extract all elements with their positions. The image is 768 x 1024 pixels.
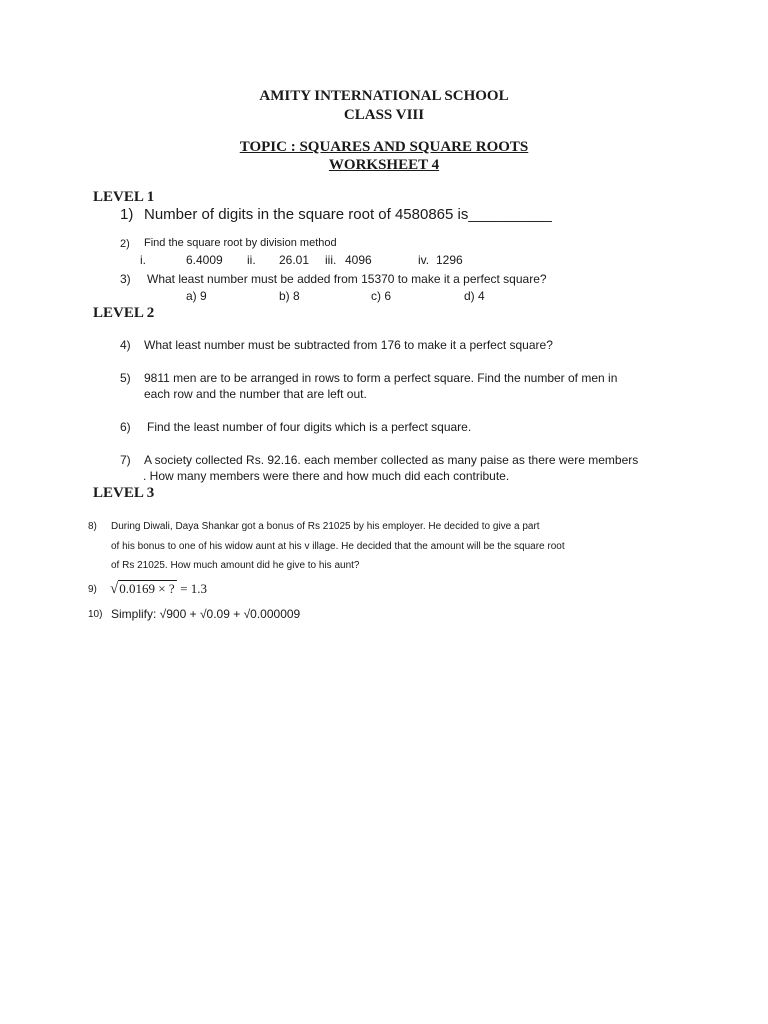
q2-option-1-value: 6.4009	[186, 253, 223, 267]
question-9-expression	[110, 580, 207, 597]
q2-option-4-value: 1296	[436, 253, 463, 267]
question-2-number: 2)	[120, 238, 130, 250]
question-4-number: 4)	[120, 338, 131, 352]
level-1-heading: LEVEL 1	[93, 189, 155, 205]
question-3-text: What least number must be added from 15370 to make it a perfect square?	[147, 272, 547, 286]
question-7-line-1: A society collected Rs. 92.16. each member collected as many paise as there were members	[144, 453, 639, 467]
square-root-symbol	[110, 580, 177, 597]
question-4-text: What least number must be subtracted from 176 to make it a perfect square?	[144, 338, 553, 352]
question-9-rhs: = 1.3	[180, 581, 208, 596]
question-5-number: 5)	[120, 371, 131, 385]
question-5-line-1: 9811 men are to be arranged in rows to form a perfect square. Find the number of men in	[144, 371, 618, 385]
question-1-text: Number of digits in the square root of 4580865 is__________	[144, 206, 552, 223]
question-2-text: Find the square root by division method	[144, 237, 337, 249]
q3-option-d: d) 4	[464, 289, 485, 303]
level-2-heading: LEVEL 2	[93, 305, 155, 321]
q3-option-c: c) 6	[371, 289, 392, 303]
q2-option-3-value: 4096	[345, 253, 372, 267]
question-8-number: 8)	[88, 521, 97, 532]
q2-option-4-label: iv.	[418, 253, 430, 267]
q2-option-2-value: 26.01	[279, 253, 310, 267]
question-5-line-2: each row and the number that are left out.	[144, 387, 367, 401]
question-8-line-3: of Rs 21025. How much amount did he give to his aunt?	[111, 560, 360, 571]
question-6-text: Find the least number of four digits which is a perfect square.	[147, 420, 472, 434]
q3-option-a: a) 9	[186, 289, 207, 303]
q2-option-1-label: i.	[140, 253, 146, 267]
question-7-line-2: . How many members were there and how much did each contribute.	[143, 469, 510, 483]
question-10-text: Simplify: √900 + √0.09 + √0.000009	[111, 607, 301, 621]
q3-option-b: b) 8	[279, 289, 300, 303]
question-6-number: 6)	[120, 420, 131, 434]
radical-sign-icon: √	[110, 581, 119, 597]
question-9-radicand: 0.0169 × ?	[119, 581, 175, 596]
worksheet-title: WORKSHEET 4	[328, 157, 440, 173]
q2-option-2-label: ii.	[247, 253, 256, 267]
question-3-number: 3)	[120, 272, 131, 286]
question-8-line-2: of his bonus to one of his widow aunt at his v illage. He decided that the amount will be the square root	[111, 541, 565, 552]
question-10-number: 10)	[88, 609, 103, 620]
question-1-number: 1)	[120, 206, 134, 223]
q2-option-3-label: iii.	[325, 253, 337, 267]
class-title: CLASS VIII	[343, 107, 425, 123]
question-7-number: 7)	[120, 453, 131, 467]
school-name: AMITY INTERNATIONAL SCHOOL	[259, 88, 509, 104]
level-3-heading: LEVEL 3	[93, 485, 155, 501]
topic-title: TOPIC : SQUARES AND SQUARE ROOTS	[239, 139, 529, 155]
question-8-line-1: During Diwali, Daya Shankar got a bonus of Rs 21025 by his employer. He decided to give a part	[111, 521, 540, 532]
question-9-number: 9)	[88, 584, 97, 595]
